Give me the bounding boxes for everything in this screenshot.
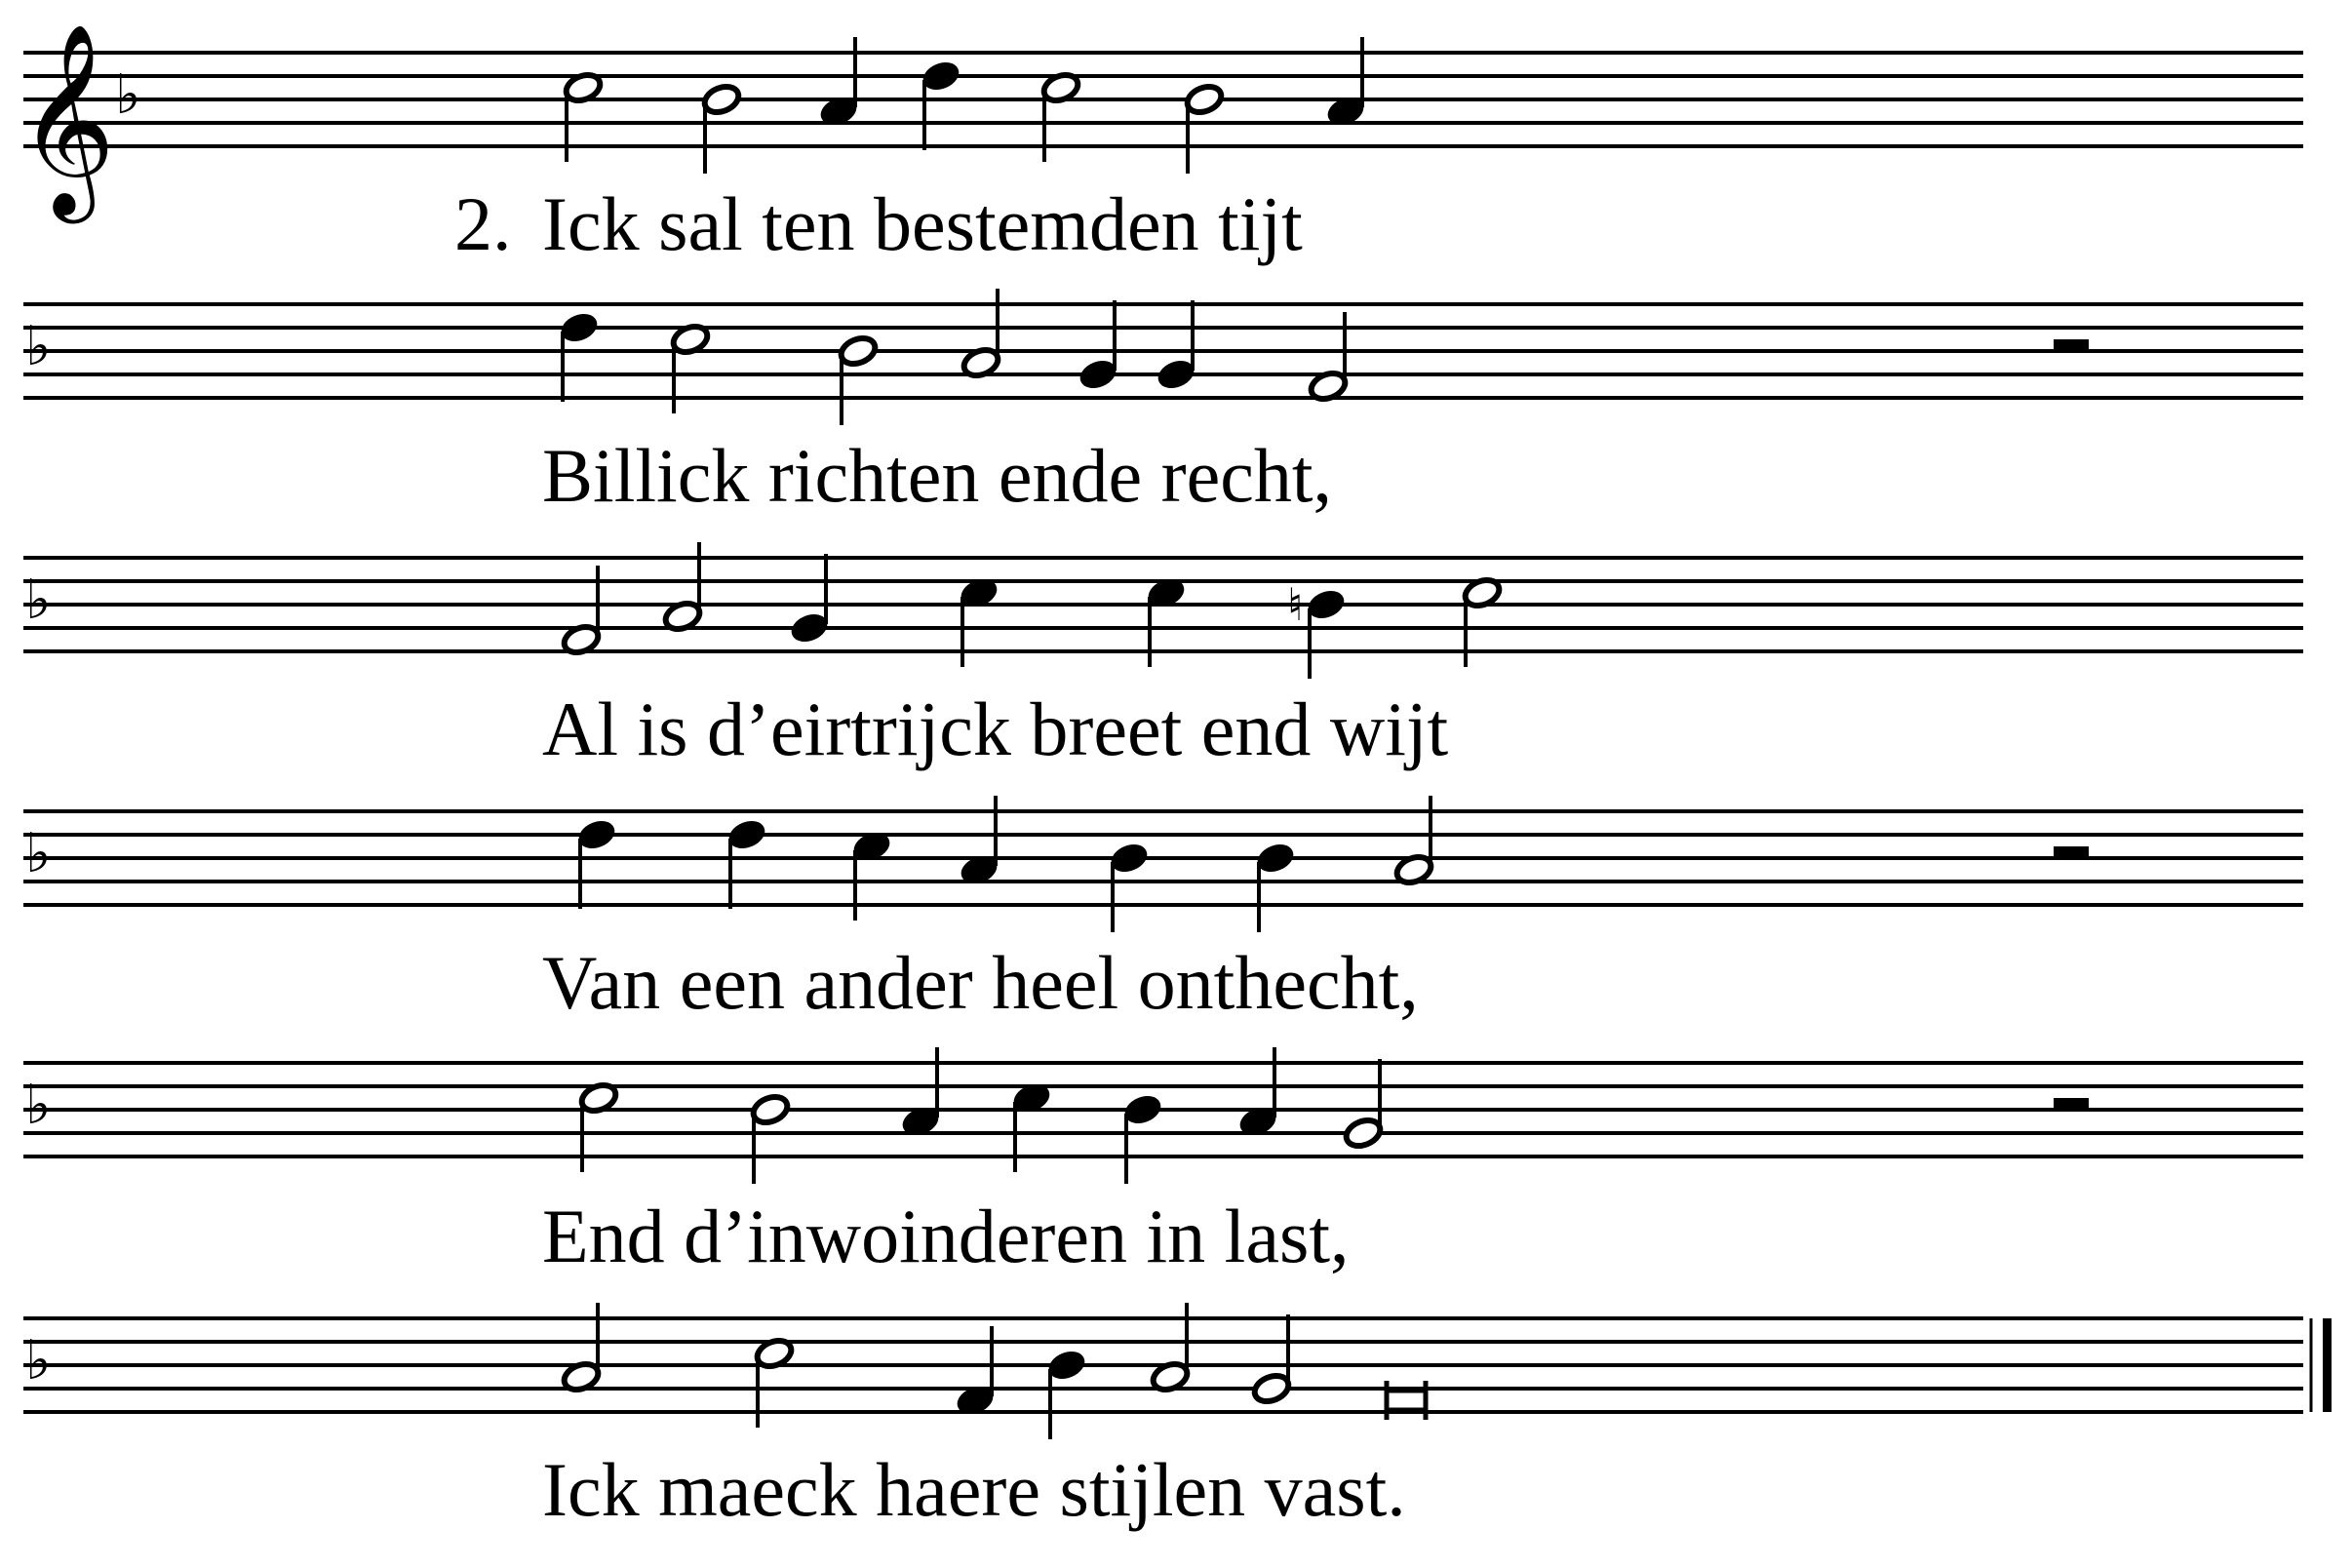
quarter-note-head [1255,841,1296,876]
quarter-note-head [1109,841,1150,876]
half-rest-icon [2054,339,2089,351]
quarter-note-head [559,310,600,345]
final-barline-thick [2323,1318,2332,1412]
lyric-line: End d’inwoinderen in last, [542,1194,1350,1278]
staff-system-5 [23,1047,2303,1278]
staff-system-2 [23,289,2303,518]
note [726,817,767,909]
note [1156,300,1196,392]
key-signature-flat-icon: ♭ [25,1329,52,1392]
note [1046,1348,1087,1439]
half-note-head [1184,82,1225,117]
note [1078,300,1118,392]
natural-sign-icon: ♮ [1287,578,1304,631]
breve-note-head [1387,1391,1426,1410]
note [1184,82,1225,174]
lyric-line: Billick richten ende recht, [542,433,1333,518]
note [750,1092,791,1184]
note [1251,1314,1292,1406]
note [921,59,961,150]
note [559,310,600,402]
key-signature-flat-icon: ♭ [25,568,52,632]
staff-system-1 [18,22,2303,266]
note [1109,841,1150,932]
quarter-note-head [1306,587,1347,622]
quarter-note-head [1046,1348,1087,1383]
notes [25,542,1503,679]
lyric-line: Ick sal ten bestemden tijt [542,181,1303,266]
notes [25,796,2089,932]
note [576,817,617,909]
staff-lines [23,1063,2303,1156]
staff-lines [23,811,2303,905]
half-rest-icon [2054,846,2089,858]
quarter-note-head [726,817,767,852]
treble-clef-icon: 𝄞 [18,22,116,216]
key-signature-flat-icon: ♭ [25,315,52,378]
verse-number: 2. [454,181,512,266]
note [789,554,830,646]
notes [115,37,1366,174]
key-signature-flat-icon: ♭ [25,1074,52,1137]
half-rest-icon [2054,1098,2089,1110]
half-note-head [1343,1116,1384,1151]
quarter-note-head [576,817,617,852]
quarter-note-head [789,610,830,646]
quarter-note-head [1078,357,1118,392]
notes [25,289,2089,425]
staff-system-6 [23,1303,2332,1532]
quarter-note-head [1122,1092,1163,1127]
half-note-head [838,333,879,369]
note [1122,1092,1163,1184]
note [1255,841,1296,932]
note [1343,1059,1384,1151]
lyric-line: Ick maeck haere stijlen vast. [542,1447,1406,1532]
quarter-note-head [921,59,961,94]
half-note-head [701,82,742,117]
notes [25,1303,2332,1439]
lyric-line: Al is d’eirtrijck breet end wijt [542,686,1449,771]
notes [25,1047,2089,1184]
lyric-line: Van een ander heel onthecht, [542,940,1419,1025]
key-signature-flat-icon: ♭ [115,63,141,127]
staff-system-3 [23,542,2303,771]
half-note-head [1251,1371,1292,1406]
key-signature-flat-icon: ♭ [25,822,52,885]
note [701,82,742,174]
staff-system-4 [23,796,2303,1025]
staff-lines [23,53,2303,146]
quarter-note-head [1156,357,1196,392]
note [838,333,879,425]
half-note-head [750,1092,791,1127]
